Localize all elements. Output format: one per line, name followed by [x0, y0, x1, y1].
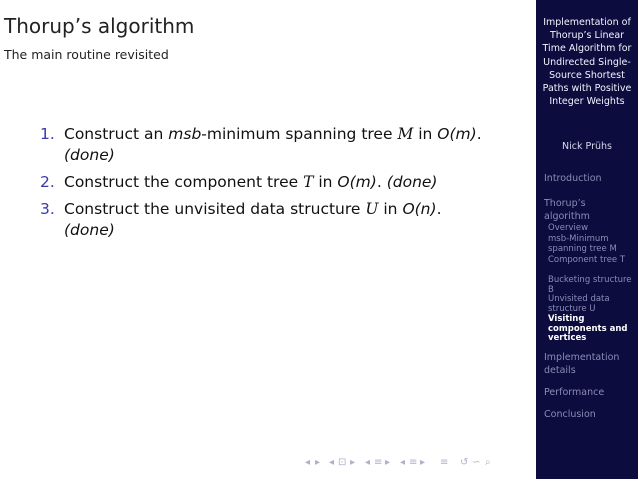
nav-subsection-next-icon[interactable]: ▸ — [350, 457, 356, 468]
sidebar-subsection-overview[interactable]: Overview — [548, 223, 589, 233]
step-item — [40, 172, 510, 193]
step-complexity: O(m) — [437, 125, 477, 143]
step-text: Construct the unvisited data structure — [64, 200, 366, 218]
step-text: in — [313, 173, 338, 191]
sidebar-section-thorups-algorithm[interactable]: Thorup’s algorithm — [544, 198, 590, 222]
step-item — [40, 199, 510, 241]
sidebar-subsection-component-tree[interactable]: Component tree T — [548, 255, 626, 265]
step-symbol: T — [303, 173, 314, 191]
nav-back-icon[interactable]: ↺ — [460, 457, 469, 468]
nav-subsection-prev-icon[interactable]: ◂ — [329, 457, 335, 468]
nav-document-icon[interactable]: ≡ — [409, 457, 418, 468]
sidebar-section-performance[interactable]: Performance — [544, 387, 605, 398]
nav-section-prev-icon[interactable]: ◂ — [365, 457, 371, 468]
step-text: . — [476, 125, 482, 143]
frame-subtitle: The main routine revisited — [4, 47, 169, 62]
step-status: (done) — [64, 221, 115, 239]
sidebar-subsection-visiting-components[interactable]: Visiting components and vertices — [548, 314, 628, 343]
nav-search-icon[interactable]: ⌕ — [485, 457, 491, 468]
sidebar — [536, 0, 638, 479]
step-text: in — [413, 125, 438, 143]
nav-document-prev-icon[interactable]: ◂ — [400, 457, 406, 468]
step-number: 1. — [40, 125, 55, 143]
nav-subsection-icon[interactable]: ⊡ — [338, 457, 347, 468]
nav-section-icon[interactable]: ≡ — [374, 457, 383, 468]
sidebar-talk-title[interactable]: Implementation of Thorup’s Linear Time Algorithm for Undirected Single-Source Shortest Paths with Positive Integer Weights — [542, 17, 632, 108]
step-item — [40, 124, 510, 166]
sidebar-subsection-msb-mst[interactable]: msb-Minimum spanning tree M — [548, 234, 617, 254]
step-number: 2. — [40, 173, 55, 191]
nav-undo-icon[interactable]: ∽ — [472, 457, 481, 468]
step-text: -minimum spanning tree — [201, 125, 398, 143]
nav-frame-next-icon[interactable]: ▸ — [315, 457, 321, 468]
step-number: 3. — [40, 200, 55, 218]
step-text: . — [436, 200, 442, 218]
step-list — [40, 124, 510, 247]
step-symbol: M — [397, 125, 414, 143]
sidebar-section-implementation-details[interactable]: Implementation details — [544, 352, 620, 376]
nav-frame-prev-icon[interactable]: ◂ — [305, 457, 311, 468]
sidebar-section-conclusion[interactable]: Conclusion — [544, 409, 596, 420]
step-complexity: O(n) — [402, 200, 437, 218]
nav-document-next-icon[interactable]: ▸ — [420, 457, 426, 468]
step-emphasis: msb — [168, 125, 202, 143]
step-status: (done) — [64, 146, 115, 164]
sidebar-subsection-unvisited-structure[interactable]: Unvisited data structure U — [548, 294, 610, 314]
sidebar-author[interactable]: Nick Prühs — [562, 141, 612, 152]
nav-align-icon[interactable]: ≡ — [440, 457, 449, 468]
step-text: . — [376, 173, 382, 191]
step-text: in — [378, 200, 403, 218]
sidebar-section-introduction[interactable]: Introduction — [544, 173, 602, 184]
nav-section-next-icon[interactable]: ▸ — [385, 457, 391, 468]
step-status: (done) — [386, 173, 438, 191]
step-complexity: O(m) — [337, 173, 377, 191]
frame-title: Thorup’s algorithm — [4, 14, 195, 38]
step-text: Construct an — [64, 125, 169, 143]
sidebar-subsection-bucketing-structure[interactable]: Bucketing structure B — [548, 275, 632, 295]
step-text: Construct the component tree — [64, 173, 304, 191]
step-symbol: U — [365, 200, 379, 218]
